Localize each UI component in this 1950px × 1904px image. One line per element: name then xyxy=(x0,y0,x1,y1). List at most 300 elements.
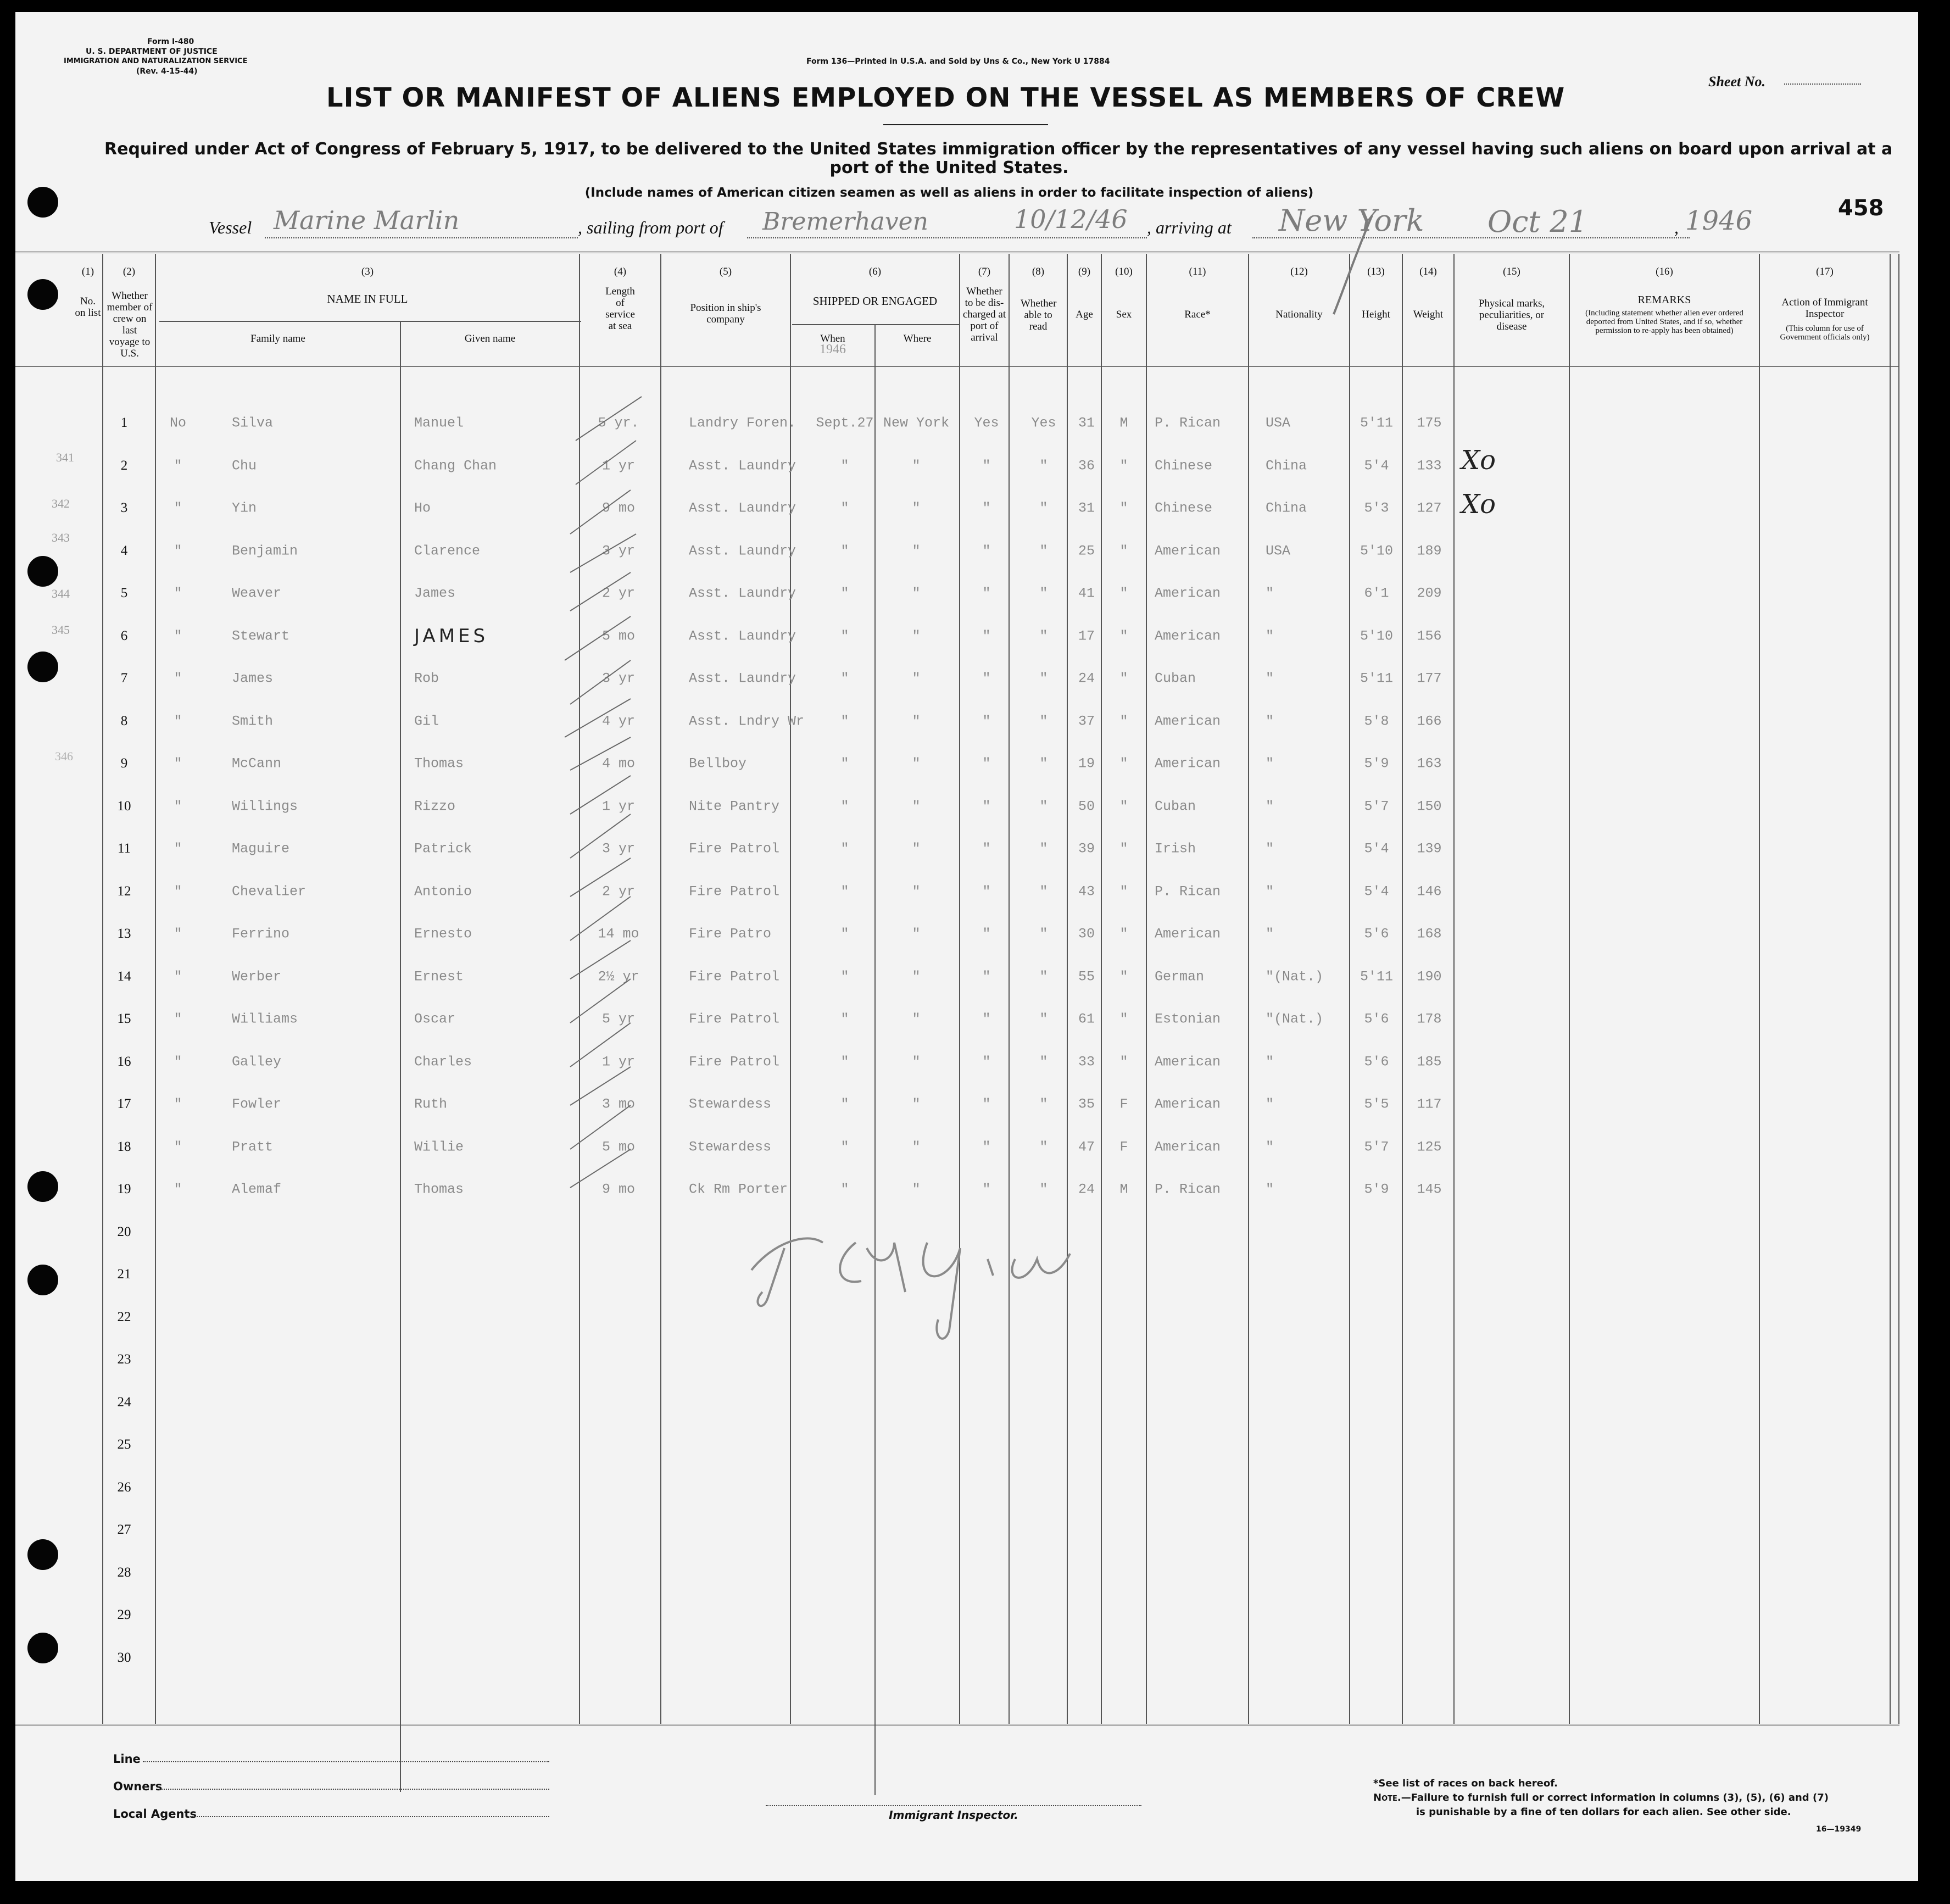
cell-nationality: "(Nat.) xyxy=(1266,968,1324,984)
cell-height: 5'11 xyxy=(1360,415,1394,431)
cell-when: Sept.27 xyxy=(816,415,874,431)
cell-when: " xyxy=(840,585,849,602)
cell-discharged: " xyxy=(982,968,991,984)
cell-given: Rob xyxy=(414,670,439,687)
cell-race: American xyxy=(1155,585,1221,602)
col3-family-label: Family name xyxy=(250,333,305,344)
cell-sex: " xyxy=(1119,628,1128,644)
cell-weight: 190 xyxy=(1417,968,1442,984)
cell-given: Manuel xyxy=(414,415,464,431)
cell-nationality: " xyxy=(1266,755,1274,772)
cell-position: Asst. Lndry Wr xyxy=(689,713,805,729)
cell-height: 5'4 xyxy=(1364,883,1389,899)
cell-discharged: " xyxy=(982,500,991,516)
cell-discharged: " xyxy=(982,1054,991,1070)
cell-service: 9 mo xyxy=(601,500,636,516)
cell-family: Werber xyxy=(232,968,282,984)
cell-sex: " xyxy=(1119,585,1128,602)
cell-position: Asst. Laundry xyxy=(689,500,796,516)
cell-position: Landry Foren. xyxy=(689,415,796,431)
cell-discharged: " xyxy=(982,798,991,814)
cell-weight: 125 xyxy=(1417,1139,1442,1155)
footer-owners-label: Owners xyxy=(113,1780,163,1793)
cell-read: " xyxy=(1039,1096,1048,1112)
column-divider xyxy=(1248,254,1249,1724)
col5-label: Position in ship's company xyxy=(690,302,761,325)
cell-crew: " xyxy=(174,883,182,899)
col4-number: (4) xyxy=(614,266,627,277)
cell-family: James xyxy=(232,670,274,687)
page-title: LIST OR MANIFEST OF ALIENS EMPLOYED ON THE VESSEL AS MEMBERS OF CREW xyxy=(326,82,1565,113)
column-divider xyxy=(1009,254,1010,1724)
column-divider xyxy=(1759,254,1760,1724)
cell-height: 5'4 xyxy=(1364,458,1389,474)
cell-weight: 189 xyxy=(1417,543,1442,559)
col1-label-text: No. on list xyxy=(75,296,101,319)
cell-nationality: USA xyxy=(1266,543,1291,559)
cell-weight: 156 xyxy=(1417,628,1442,644)
cell-discharged: " xyxy=(982,585,991,602)
cell-discharged: " xyxy=(982,1139,991,1155)
col10-label: Sex xyxy=(1116,309,1132,320)
cell-race: Cuban xyxy=(1155,670,1196,687)
margin-number: 346 xyxy=(55,749,73,763)
cell-discharged: " xyxy=(982,1096,991,1112)
sheet-number-line xyxy=(1784,83,1861,85)
col12-label: Nationality xyxy=(1275,309,1323,320)
col5-number: (5) xyxy=(719,266,732,277)
cell-service: 3 yr xyxy=(601,543,636,559)
cell-service: 2 yr xyxy=(601,585,636,602)
cell-family: Weaver xyxy=(232,585,282,602)
cell-read: " xyxy=(1039,713,1048,729)
cell-weight: 146 xyxy=(1417,883,1442,899)
cell-when: " xyxy=(840,1139,849,1155)
cell-height: 5'7 xyxy=(1364,798,1389,814)
cell-height: 5'4 xyxy=(1364,840,1389,857)
cell-read: " xyxy=(1039,1139,1048,1155)
form-number: Form I-480 xyxy=(147,37,194,46)
column-divider xyxy=(1898,254,1899,1724)
cell-service: 4 yr xyxy=(601,713,636,729)
cell-no: 18 xyxy=(117,1139,131,1154)
punch-hole xyxy=(27,279,58,310)
cell-race: Estonian xyxy=(1155,1011,1221,1027)
cell-discharged: " xyxy=(982,628,991,644)
cell-family: Ferrino xyxy=(232,926,290,942)
col1-label-box xyxy=(75,296,101,319)
cell-family: Stewart xyxy=(232,628,290,644)
cell-given: Antonio xyxy=(414,883,472,899)
margin-number: 344 xyxy=(52,587,70,600)
cell-where: " xyxy=(912,713,921,729)
cell-given: Ernesto xyxy=(414,926,472,942)
cell-read: " xyxy=(1039,1054,1048,1070)
cell-crew: " xyxy=(174,1054,182,1070)
cell-discharged: " xyxy=(982,458,991,474)
cell-weight: 166 xyxy=(1417,713,1442,729)
cell-when: " xyxy=(840,670,849,687)
cell-where: " xyxy=(912,1181,921,1198)
cell-service: 1 yr xyxy=(601,1054,636,1070)
cell-age: 55 xyxy=(1078,968,1095,984)
cell-race: American xyxy=(1155,713,1221,729)
cell-where: " xyxy=(912,755,921,772)
cell-discharged: " xyxy=(982,755,991,772)
cell-given: Ho xyxy=(414,500,431,516)
cell-service: 5 yr. xyxy=(598,415,639,431)
empty-row-number: 24 xyxy=(117,1394,131,1410)
cell-sex: " xyxy=(1119,500,1128,516)
races-note: *See list of races on back hereof. xyxy=(1373,1778,1558,1789)
cell-no: 11 xyxy=(117,841,131,856)
cell-no: 15 xyxy=(117,1011,131,1026)
sheet-label: Sheet No. xyxy=(1708,74,1765,90)
cell-crew: " xyxy=(174,670,182,687)
footer-owners-field xyxy=(159,1789,549,1790)
cell-service: 3 yr xyxy=(601,670,636,687)
cell-weight: 163 xyxy=(1417,755,1442,772)
cell-race: P. Rican xyxy=(1155,415,1221,431)
cell-age: 36 xyxy=(1078,458,1095,474)
punch-hole xyxy=(27,1265,58,1295)
cell-height: 5'11 xyxy=(1360,968,1394,984)
cell-weight: 177 xyxy=(1417,670,1442,687)
cell-race: German xyxy=(1155,968,1205,984)
col16-number: (16) xyxy=(1656,266,1673,277)
cell-no: 1 xyxy=(120,415,128,430)
cell-where: " xyxy=(912,926,921,942)
cell-crew: " xyxy=(174,1181,182,1198)
cell-where: " xyxy=(912,798,921,814)
cell-read: " xyxy=(1039,883,1048,899)
cell-height: 5'5 xyxy=(1364,1096,1389,1112)
cell-service: 5 mo xyxy=(601,628,636,644)
cell-family: McCann xyxy=(232,755,282,772)
column-divider xyxy=(1349,254,1350,1724)
cell-height: 5'6 xyxy=(1364,1054,1389,1070)
cell-crew: " xyxy=(174,1139,182,1155)
empty-row-number: 29 xyxy=(117,1607,131,1622)
cell-race: American xyxy=(1155,628,1221,644)
cell-nationality: " xyxy=(1266,883,1274,899)
cell-no: 3 xyxy=(120,500,128,515)
cell-position: Ck Rm Porter xyxy=(689,1181,788,1198)
cell-sex: F xyxy=(1119,1096,1128,1112)
cell-no: 2 xyxy=(120,458,128,473)
empty-row-number: 27 xyxy=(117,1522,131,1537)
column-divider xyxy=(400,322,401,1792)
empty-row-number: 23 xyxy=(117,1352,131,1367)
col6-number: (6) xyxy=(868,266,882,277)
col2-label: Whether member of crew on last voyage to U.S. xyxy=(107,290,153,359)
cell-age: 35 xyxy=(1078,1096,1095,1112)
cell-age: 37 xyxy=(1078,713,1095,729)
cell-crew: " xyxy=(174,798,182,814)
col7-label: Whether to be dis-charged at port of arrival xyxy=(962,286,1006,343)
cell-crew: " xyxy=(174,840,182,857)
cell-crew: " xyxy=(174,1096,182,1112)
empty-row-number: 26 xyxy=(117,1479,131,1495)
cell-age: 47 xyxy=(1078,1139,1095,1155)
cell-position: Nite Pantry xyxy=(689,798,780,814)
cell-given: Thomas xyxy=(414,755,464,772)
subtitle-line2: port of the United States. xyxy=(829,158,1069,177)
cell-race: Chinese xyxy=(1155,500,1213,516)
cell-no: 17 xyxy=(117,1096,131,1111)
cell-weight: 133 xyxy=(1417,458,1442,474)
cell-where: " xyxy=(912,883,921,899)
column-divider xyxy=(1101,254,1102,1724)
departure-port: Bremerhaven xyxy=(762,208,929,236)
cell-service: 5 mo xyxy=(601,1139,636,1155)
failure-note-2: is punishable by a fine of ten dollars for each alien. See other side. xyxy=(1416,1806,1791,1818)
col17-label: Action of Immigrant Inspector xyxy=(1781,297,1868,320)
cell-crew: " xyxy=(174,1011,182,1027)
cell-nationality: " xyxy=(1266,585,1274,602)
cell-age: 17 xyxy=(1078,628,1095,644)
column-divider xyxy=(1146,254,1147,1724)
cell-read: " xyxy=(1039,840,1048,857)
cell-where: " xyxy=(912,543,921,559)
cell-weight: 145 xyxy=(1417,1181,1442,1198)
cell-where: " xyxy=(912,1054,921,1070)
cell-family: Pratt xyxy=(232,1139,274,1155)
cell-age: 31 xyxy=(1078,500,1095,516)
footer-line-field xyxy=(143,1761,549,1762)
cell-given: Thomas xyxy=(414,1181,464,1198)
cell-sex: " xyxy=(1119,713,1128,729)
col11-label: Race* xyxy=(1184,309,1211,320)
punch-hole xyxy=(27,1539,58,1570)
cell-family: Smith xyxy=(232,713,274,729)
cell-weight: 185 xyxy=(1417,1054,1442,1070)
cell-height: 5'10 xyxy=(1360,628,1394,644)
cell-nationality: "(Nat.) xyxy=(1266,1011,1324,1027)
cell-discharged: Yes xyxy=(974,415,999,431)
cell-sex: " xyxy=(1119,968,1128,984)
cell-position: Fire Patrol xyxy=(689,1054,780,1070)
column-divider xyxy=(1067,254,1068,1724)
cell-when: " xyxy=(840,628,849,644)
col16-label: REMARKS xyxy=(1637,294,1691,306)
col10-number: (10) xyxy=(1115,266,1133,277)
cell-no: 6 xyxy=(120,628,128,643)
cell-when: " xyxy=(840,755,849,772)
cell-family: Chu xyxy=(232,458,257,474)
cell-position: Fire Patrol xyxy=(689,1011,780,1027)
vessel-label: Vessel xyxy=(209,218,252,237)
cell-read: " xyxy=(1039,670,1048,687)
cell-given: Clarence xyxy=(414,543,481,559)
cell-nationality: " xyxy=(1266,1054,1274,1070)
col6-label: SHIPPED OR ENGAGED xyxy=(812,294,938,308)
cell-no: 9 xyxy=(120,756,128,771)
shipped-sub-rule xyxy=(792,324,959,325)
empty-row-number: 25 xyxy=(117,1437,131,1452)
cell-weight: 150 xyxy=(1417,798,1442,814)
cell-no: 5 xyxy=(120,586,128,600)
departure-date: 10/12/46 xyxy=(1014,204,1128,234)
subtitle-line1: Required under Act of Congress of February 5, 1917, to be delivered to the United States immigration officer by the representatives of any vessel having such aliens on board upon arrival at a xyxy=(104,140,1893,159)
cell-age: 31 xyxy=(1078,415,1095,431)
column-divider xyxy=(1402,254,1403,1724)
inspector-signature-line xyxy=(766,1805,1141,1806)
cell-read: Yes xyxy=(1031,415,1056,431)
cell-service: 3 mo xyxy=(601,1096,636,1112)
footer-agents-field xyxy=(190,1816,549,1817)
col1-number: (1) xyxy=(81,266,94,277)
cell-no: 7 xyxy=(120,671,128,686)
immigrant-inspector-label: Immigrant Inspector. xyxy=(889,1808,1018,1822)
cell-weight: 178 xyxy=(1417,1011,1442,1027)
cell-given: Patrick xyxy=(414,840,472,857)
cell-race: American xyxy=(1155,543,1221,559)
cell-weight: 168 xyxy=(1417,926,1442,942)
cell-read: " xyxy=(1039,543,1048,559)
cell-service: 4 mo xyxy=(601,755,636,772)
cell-service: 14 mo xyxy=(598,926,639,942)
cell-sex: " xyxy=(1119,798,1128,814)
punch-hole xyxy=(27,556,58,587)
cell-age: 30 xyxy=(1078,926,1095,942)
cell-when: " xyxy=(840,1181,849,1198)
cell-where: " xyxy=(912,1139,921,1155)
service-name: IMMIGRATION AND NATURALIZATION SERVICE xyxy=(64,57,248,65)
punch-hole xyxy=(27,1171,58,1202)
cell-sex: " xyxy=(1119,543,1128,559)
cell-read: " xyxy=(1039,500,1048,516)
manifest-sheet xyxy=(15,12,1918,1881)
cell-crew: " xyxy=(174,585,182,602)
cell-where: " xyxy=(912,458,921,474)
header-bottom-rule xyxy=(15,366,1899,367)
cell-given: James xyxy=(414,585,456,602)
cell-nationality: " xyxy=(1266,628,1274,644)
cell-family: Fowler xyxy=(232,1096,282,1112)
cell-when: " xyxy=(840,840,849,857)
column-divider xyxy=(790,254,791,1724)
margin-number: 341 xyxy=(56,450,74,464)
column-divider xyxy=(874,325,876,1795)
punch-hole xyxy=(27,187,58,218)
cell-age: 24 xyxy=(1078,670,1095,687)
arrival-port: New York xyxy=(1279,203,1424,238)
cell-given: Willie xyxy=(414,1139,464,1155)
cell-position: Stewardess xyxy=(689,1139,772,1155)
punch-hole xyxy=(27,1633,58,1663)
cell-discharged: " xyxy=(982,840,991,857)
cell-crew: " xyxy=(174,755,182,772)
cell-weight: 117 xyxy=(1417,1096,1442,1112)
cell-read: " xyxy=(1039,1011,1048,1027)
col3-label: NAME IN FULL xyxy=(327,292,408,305)
cell-no: 16 xyxy=(117,1054,131,1069)
name-sub-rule xyxy=(159,321,581,322)
cell-when: " xyxy=(840,1011,849,1027)
cell-discharged: " xyxy=(982,1181,991,1198)
cell-service: 2½ yr xyxy=(598,968,639,984)
col2-number: (2) xyxy=(122,266,136,277)
cell-no: 10 xyxy=(117,798,131,814)
column-divider xyxy=(959,254,960,1724)
cell-given: Chang Chan xyxy=(414,458,497,474)
cell-height: 6'1 xyxy=(1364,585,1389,602)
cell-nationality: " xyxy=(1266,670,1274,687)
remark-mark: Xo xyxy=(1461,445,1496,476)
arrival-pen-mark xyxy=(1323,210,1389,320)
cell-discharged: " xyxy=(982,1011,991,1027)
col6-when-label: When xyxy=(820,333,845,344)
cell-service: 9 mo xyxy=(601,1181,636,1198)
cell-position: Fire Patrol xyxy=(689,840,780,857)
cell-service: 5 yr xyxy=(601,1011,636,1027)
department-name: U. S. DEPARTMENT OF JUSTICE xyxy=(86,47,218,56)
cell-position: Asst. Laundry xyxy=(689,628,796,644)
vessel-name: Marine Marlin xyxy=(274,205,460,235)
cell-family: Silva xyxy=(232,415,274,431)
col8-label: Whether able to read xyxy=(1021,298,1057,332)
cell-crew: " xyxy=(174,926,182,942)
cell-age: 43 xyxy=(1078,883,1095,899)
cell-weight: 209 xyxy=(1417,585,1442,602)
col9-number: (9) xyxy=(1078,266,1091,277)
arriving-label: , arriving at xyxy=(1147,218,1232,237)
cell-age: 41 xyxy=(1078,585,1095,602)
empty-row-number: 30 xyxy=(117,1650,131,1665)
cell-age: 25 xyxy=(1078,543,1095,559)
cell-family: Williams xyxy=(232,1011,298,1027)
cell-height: 5'8 xyxy=(1364,713,1389,729)
col8-number: (8) xyxy=(1032,266,1045,277)
cell-nationality: USA xyxy=(1266,415,1291,431)
cell-race: P. Rican xyxy=(1155,883,1221,899)
cell-given: Oscar xyxy=(414,1011,456,1027)
title-rule xyxy=(883,124,1048,125)
column-divider xyxy=(1890,254,1891,1724)
cell-height: 5'11 xyxy=(1360,670,1394,687)
cell-sex: " xyxy=(1119,926,1128,942)
cell-when: " xyxy=(840,458,849,474)
col14-label: Weight xyxy=(1413,309,1444,320)
year-comma: , xyxy=(1674,218,1679,237)
cell-height: 5'7 xyxy=(1364,1139,1389,1155)
cell-height: 5'10 xyxy=(1360,543,1394,559)
arrival-date: Oct 21 xyxy=(1487,204,1588,239)
sheet-number-label xyxy=(1708,74,1765,90)
cell-nationality: China xyxy=(1266,458,1307,474)
cell-race: Irish xyxy=(1155,840,1196,857)
cell-height: 5'9 xyxy=(1364,1181,1389,1198)
empty-row-number: 22 xyxy=(117,1309,131,1324)
cell-position: Fire Patrol xyxy=(689,883,780,899)
cell-sex: " xyxy=(1119,755,1128,772)
cell-weight: 127 xyxy=(1417,500,1442,516)
cell-position: Stewardess xyxy=(689,1096,772,1112)
cell-read: " xyxy=(1039,968,1048,984)
cell-weight: 175 xyxy=(1417,415,1442,431)
cell-where: New York xyxy=(883,415,950,431)
cell-where: " xyxy=(912,1096,921,1112)
cell-when: " xyxy=(840,1096,849,1112)
arrival-year: 1946 xyxy=(1685,205,1753,236)
page-number: 458 xyxy=(1838,196,1884,221)
cell-when: " xyxy=(840,500,849,516)
cell-discharged: " xyxy=(982,883,991,899)
sailing-label: , sailing from port of xyxy=(578,218,723,237)
cell-discharged: " xyxy=(982,543,991,559)
cell-height: 5'6 xyxy=(1364,926,1389,942)
